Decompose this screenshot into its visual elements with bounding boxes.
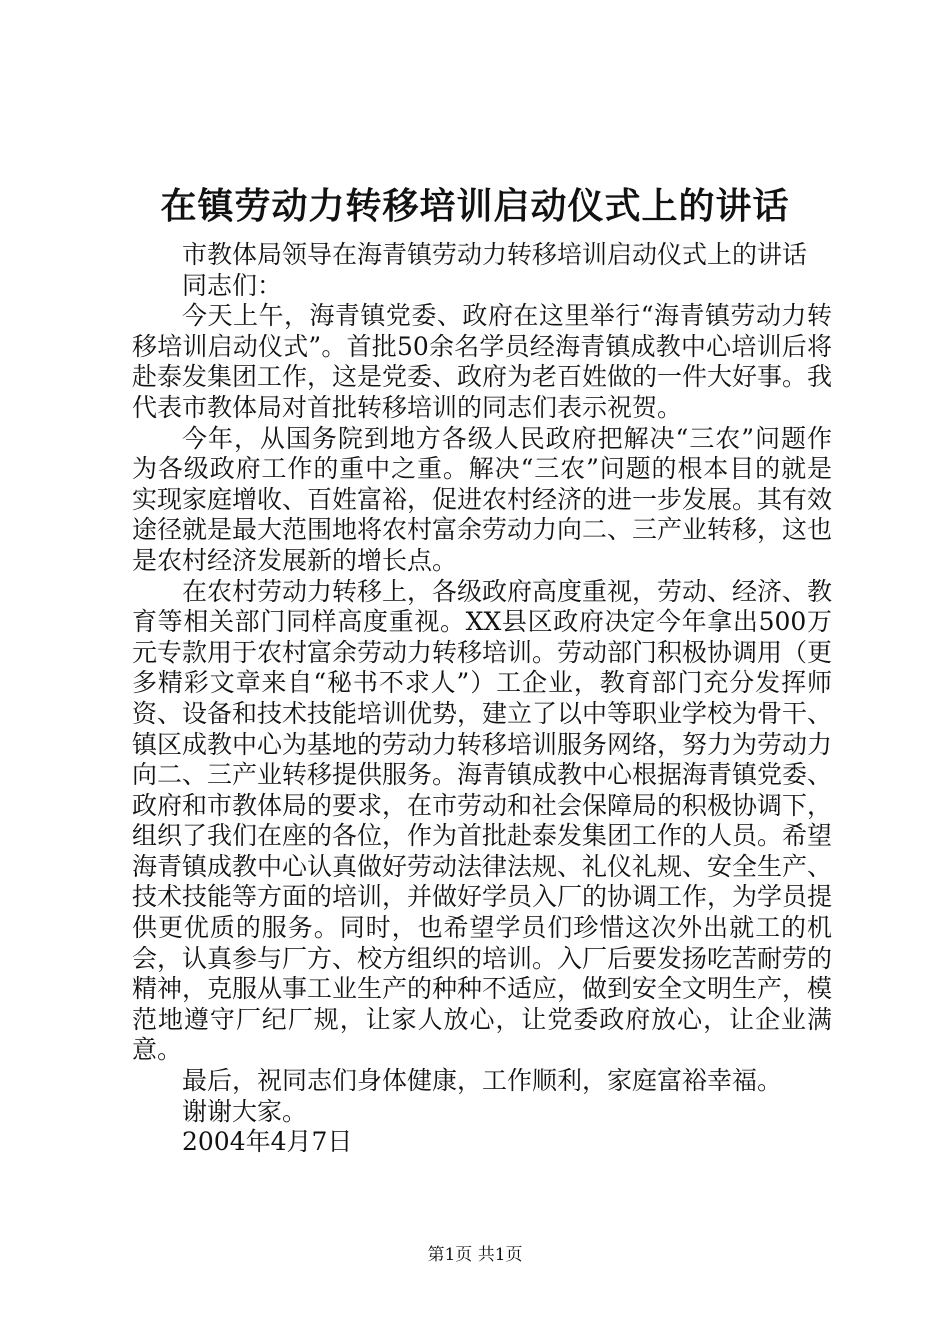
document-date: 2004年4月7日 [182,1127,353,1157]
body-paragraph: 今年，从国务院到地方各级人民政府把解决“三农”问题作为各级政府工作的重中之重。解决“三农”问题的根本目的就是实现家庭增收、百姓富裕，促进农村经济的进一步发展。其有效途径就是最大范围地将农村富余劳动力向二、三产业转移，这也是农村经济发展新的增长点。 [132,423,833,575]
document-body [132,240,832,1158]
page-footer: 第1页 共1页 [427,1245,523,1265]
salutation: 同志们： [182,270,283,300]
body-paragraph: 今天上午，海青镇党委、政府在这里举行“海青镇劳动力转移培训启动仪式”。首批50余名学员经海青镇成教中心培训后将赴泰发集团工作，这是党委、政府为老百姓做的一件大好事。我代表市教体局对首批转移培训的同志们表示祝贺。 [132,301,833,422]
speech-subtitle: 市教体局领导在海青镇劳动力转移培训启动仪式上的讲话 [182,240,808,269]
closing-thanks: 谢谢大家。 [182,1096,308,1126]
document-title: 在镇劳动力转移培训启动仪式上的讲话 [160,185,790,227]
closing-wishes: 最后，祝同志们身体健康，工作顺利，家庭富裕幸福。 [182,1066,783,1096]
body-paragraph: 在农村劳动力转移上，各级政府高度重视，劳动、经济、教育等相关部门同样高度重视。XX县区政府决定今年拿出500万元专款用于农村富余劳动力转移培训。劳动部门积极协调用（更多精彩文章来自“秘书不求人”）工企业，教育部门充分发挥师资、设备和技术技能培训优势，建立了以中等职业学校为骨干、镇区成教中心为基地的劳动力转移培训服务网络，努力为劳动力向二、三产业转移提供服务。海青镇成教中心根据海青镇党委、政府和市教体局的要求，在市劳动和社会保障局的积极协调下，组织了我们在座的各位，作为首批赴泰发集团工作的人员。希望海青镇成教中心认真做好劳动法律法规、礼仪礼规、安全生产、技术技能等方面的培训，并做好学员入厂的协调工作，为学员提供更优质的服务。同时，也希望学员们珍惜这次外出就工的机会，认真参与厂方、校方组织的培训。入厂后要发扬吃苦耐劳的精神，克服从事工业生产的种种不适应，做到安全文明生产，模范地遵守厂纪厂规，让家人放心，让党委政府放心，让企业满意。 [132,576,833,1065]
